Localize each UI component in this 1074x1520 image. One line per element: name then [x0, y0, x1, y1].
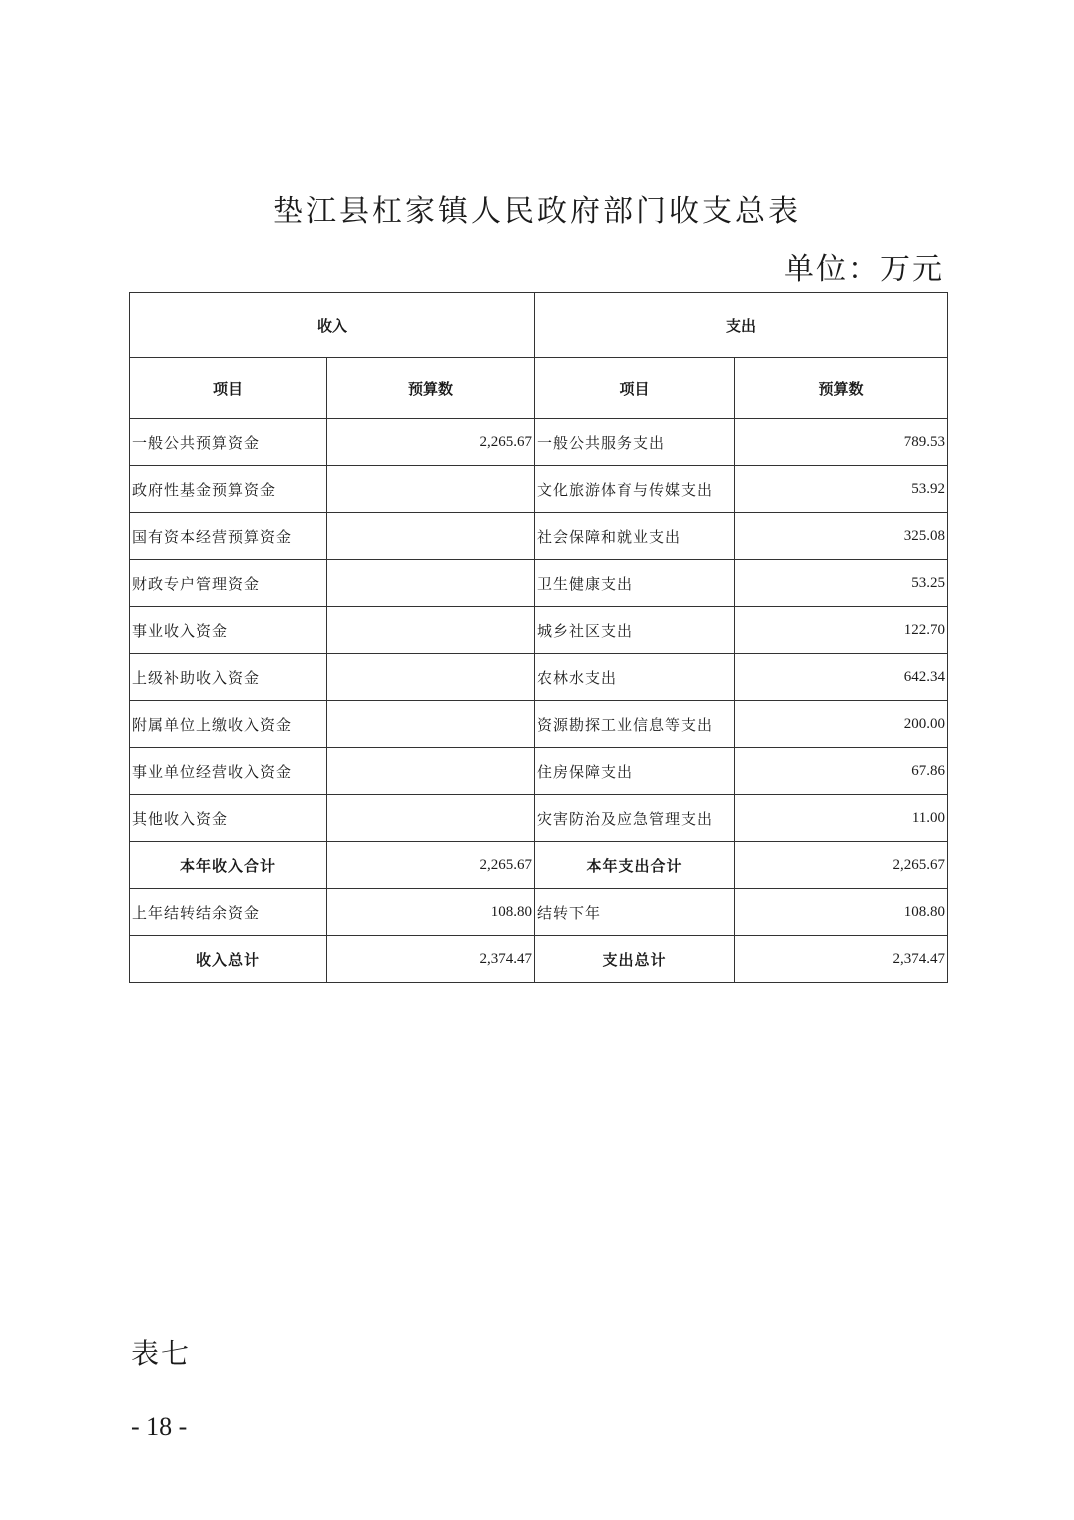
subtotal-row: [130, 842, 948, 889]
income-item: 上级补助收入资金: [130, 654, 327, 701]
budget-summary-table: [129, 292, 948, 983]
expense-amount: 325.08: [735, 513, 948, 560]
expense-budget-header: 预算数: [735, 358, 948, 419]
income-amount: [327, 513, 535, 560]
income-subtotal-label: 本年收入合计: [130, 842, 327, 889]
expense-amount: 53.92: [735, 466, 948, 513]
income-group-header: 收入: [130, 293, 535, 358]
income-budget-header: 预算数: [327, 358, 535, 419]
total-row: [130, 936, 948, 983]
table-row: [130, 466, 948, 513]
income-item: 财政专户管理资金: [130, 560, 327, 607]
income-amount: [327, 607, 535, 654]
expense-subtotal-label: 本年支出合计: [535, 842, 735, 889]
expense-total-amount: 2,374.47: [735, 936, 948, 983]
expense-item: 卫生健康支出: [535, 560, 735, 607]
income-item-header: 项目: [130, 358, 327, 419]
income-carry-amount: 108.80: [327, 889, 535, 936]
expense-amount: 789.53: [735, 419, 948, 466]
table-number: 表七: [131, 1337, 192, 1370]
table-row: [130, 701, 948, 748]
expense-item: 城乡社区支出: [535, 607, 735, 654]
income-item: 国有资本经营预算资金: [130, 513, 327, 560]
income-amount: [327, 560, 535, 607]
expense-carry-item: 结转下年: [535, 889, 735, 936]
expense-item: 社会保障和就业支出: [535, 513, 735, 560]
table-row: [130, 419, 948, 466]
income-item: 一般公共预算资金: [130, 419, 327, 466]
expense-item: 住房保障支出: [535, 748, 735, 795]
expense-item: 农林水支出: [535, 654, 735, 701]
group-header-row: [130, 293, 948, 358]
expense-subtotal-amount: 2,265.67: [735, 842, 948, 889]
carry-over-row: [130, 889, 948, 936]
income-total-label: 收入总计: [130, 936, 327, 983]
table-row: [130, 607, 948, 654]
table-row: [130, 513, 948, 560]
expense-item-header: 项目: [535, 358, 735, 419]
expense-total-label: 支出总计: [535, 936, 735, 983]
table-row: [130, 560, 948, 607]
income-total-amount: 2,374.47: [327, 936, 535, 983]
expense-amount: 11.00: [735, 795, 948, 842]
expense-group-header: 支出: [535, 293, 948, 358]
expense-amount: 53.25: [735, 560, 948, 607]
expense-carry-amount: 108.80: [735, 889, 948, 936]
income-amount: [327, 795, 535, 842]
income-amount: [327, 654, 535, 701]
income-amount: 2,265.67: [327, 419, 535, 466]
expense-amount: 642.34: [735, 654, 948, 701]
income-subtotal-amount: 2,265.67: [327, 842, 535, 889]
income-amount: [327, 748, 535, 795]
column-header-row: [130, 358, 948, 419]
table-row: [130, 654, 948, 701]
table-row: [130, 795, 948, 842]
income-amount: [327, 466, 535, 513]
income-item: 其他收入资金: [130, 795, 327, 842]
table-row: [130, 748, 948, 795]
page-title: 垫江县杠家镇人民政府部门收支总表: [273, 194, 801, 229]
expense-item: 灾害防治及应急管理支出: [535, 795, 735, 842]
expense-item: 文化旅游体育与传媒支出: [535, 466, 735, 513]
unit-label: 单位：万元: [784, 252, 944, 287]
expense-amount: 67.86: [735, 748, 948, 795]
expense-item: 一般公共服务支出: [535, 419, 735, 466]
expense-item: 资源勘探工业信息等支出: [535, 701, 735, 748]
expense-amount: 122.70: [735, 607, 948, 654]
income-carry-item: 上年结转结余资金: [130, 889, 327, 936]
page-number: - 18 -: [131, 1412, 188, 1441]
income-item: 政府性基金预算资金: [130, 466, 327, 513]
income-item: 附属单位上缴收入资金: [130, 701, 327, 748]
expense-amount: 200.00: [735, 701, 948, 748]
income-item: 事业单位经营收入资金: [130, 748, 327, 795]
income-item: 事业收入资金: [130, 607, 327, 654]
income-amount: [327, 701, 535, 748]
